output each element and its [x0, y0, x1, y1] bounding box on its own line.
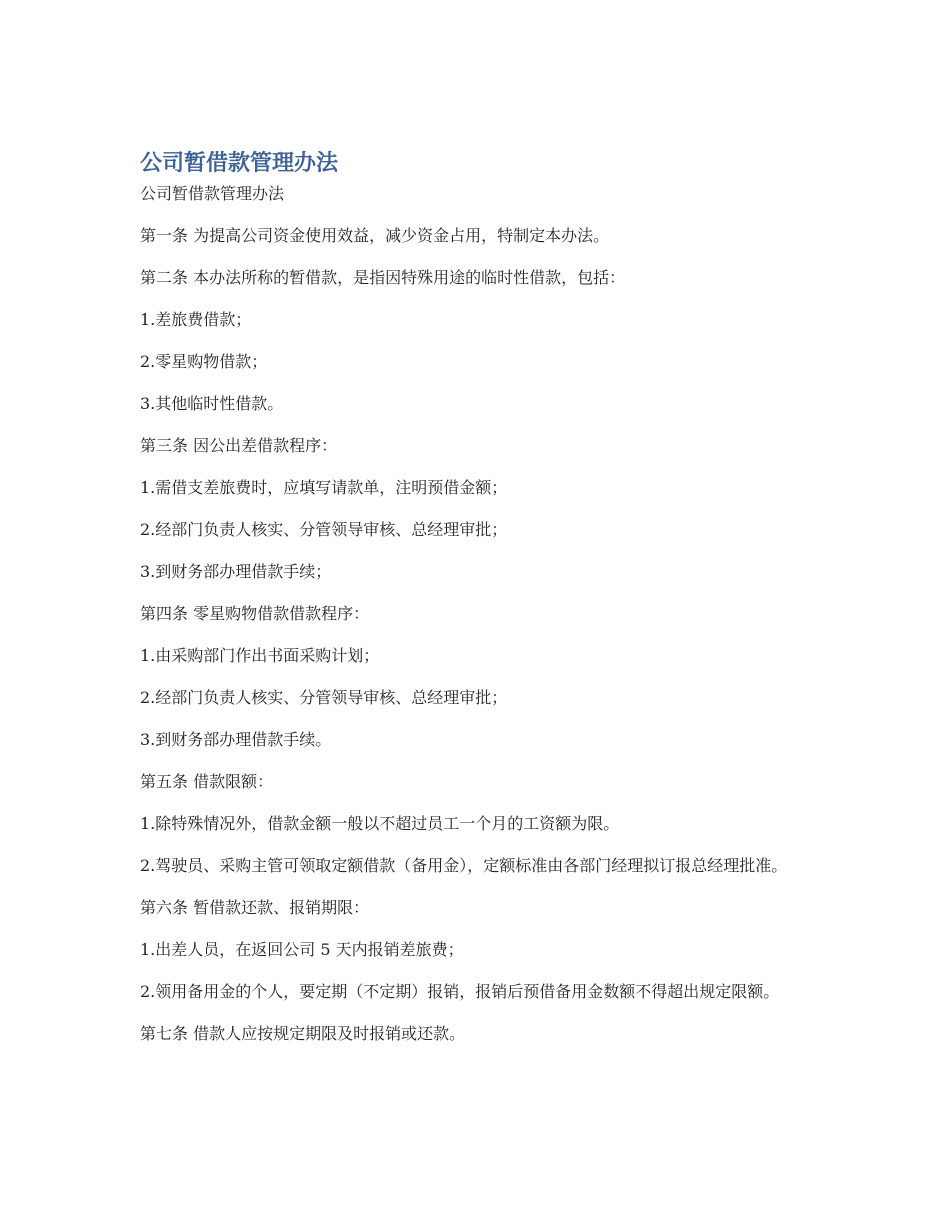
list-item: 1.需借支差旅费时，应填写请款单，注明预借金额；: [140, 478, 508, 497]
list-item: 3.到财务部办理借款手续。: [140, 730, 332, 749]
list-item: 1.出差人员，在返回公司 5 天内报销差旅费；: [140, 940, 464, 959]
article-7: 第七条 借款人应按规定期限及时报销或还款。: [140, 1024, 466, 1043]
document-body: [140, 148, 810, 1064]
list-item: 1.由采购部门作出书面采购计划；: [140, 646, 380, 665]
article-4: 第四条 零星购物借款借款程序：: [140, 604, 370, 623]
article-2: 第二条 本办法所称的暂借款，是指因特殊用途的临时性借款，包括：: [140, 268, 626, 287]
document-subtitle: 公司暂借款管理办法: [140, 184, 285, 203]
article-5: 第五条 借款限额：: [140, 772, 274, 791]
article-3: 第三条 因公出差借款程序：: [140, 436, 338, 455]
article-6: 第六条 暂借款还款、报销期限：: [140, 898, 370, 917]
document-title: 公司暂借款管理办法: [140, 151, 339, 176]
list-item: 2.经部门负责人核实、分管领导审核、总经理审批；: [140, 520, 508, 539]
list-item: 2.经部门负责人核实、分管领导审核、总经理审批；: [140, 688, 508, 707]
list-item: 2.驾驶员、采购主管可领取定额借款（备用金），定额标准由各部门经理拟订报总经理批准。: [140, 856, 788, 875]
list-item: 2.领用备用金的个人，要定期（不定期）报销，报销后预借备用金数额不得超出规定限额。: [140, 982, 780, 1001]
list-item: 3.到财务部办理借款手续；: [140, 562, 332, 581]
list-item: 1.除特殊情况外，借款金额一般以不超过员工一个月的工资额为限。: [140, 814, 620, 833]
list-item: 2.零星购物借款；: [140, 352, 268, 371]
article-1: 第一条 为提高公司资金使用效益，减少资金占用，特制定本办法。: [140, 226, 610, 245]
list-item: 3.其他临时性借款。: [140, 394, 284, 413]
list-item: 1.差旅费借款；: [140, 310, 252, 329]
